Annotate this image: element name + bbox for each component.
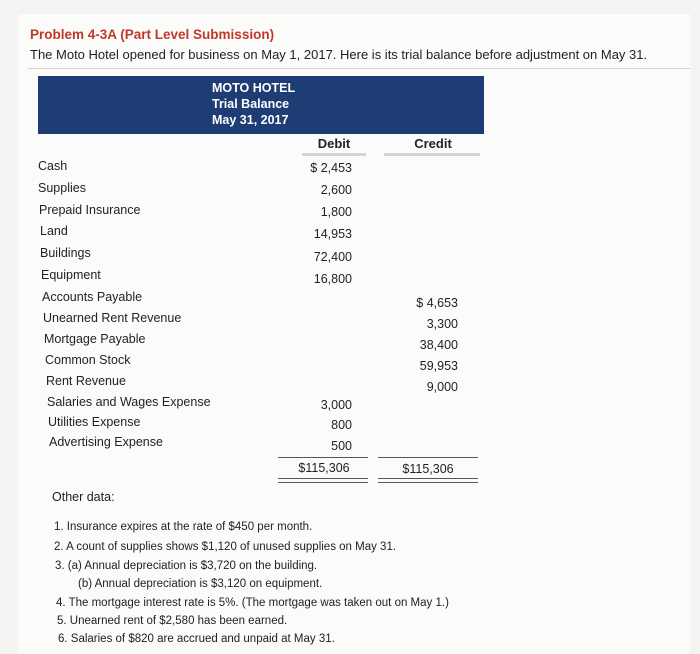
statement-name: Trial Balance: [212, 97, 290, 111]
debit-total-rule: [278, 457, 368, 458]
debit-amount: 16,800: [313, 272, 352, 286]
credit-amount: 59,953: [419, 359, 458, 373]
debit-amount: 2,600: [320, 183, 352, 197]
debit-amount: 800: [331, 418, 352, 432]
credit-column-header: Credit: [414, 136, 452, 151]
debit-header-rule: [302, 153, 366, 156]
debit-amount: 1,800: [320, 205, 352, 219]
credit-total-rule: [378, 457, 478, 458]
credit-total: $115,306: [402, 462, 454, 476]
debit-total-double-rule: [278, 478, 368, 483]
account-name: Prepaid Insurance: [39, 203, 141, 217]
credit-amount: 9,000: [426, 380, 458, 394]
other-data-item: 4. The mortgage interest rate is 5%. (The mortgage was taken out on May 1.): [56, 597, 449, 609]
account-name: Cash: [38, 159, 68, 173]
debit-amount: 500: [331, 439, 352, 453]
company-name: MOTO HOTEL: [212, 81, 296, 95]
statement-date: May 31, 2017: [212, 113, 289, 127]
credit-total-double-rule: [378, 478, 478, 483]
credit-header-rule: [384, 153, 480, 156]
trial-balance-heading: [212, 80, 295, 128]
debit-amount: 14,953: [313, 227, 352, 241]
account-name: Common Stock: [45, 353, 131, 367]
problem-title: Problem 4-3A (Part Level Submission): [30, 27, 275, 42]
debit-column-header: Debit: [317, 136, 351, 151]
other-data-title: Other data:: [52, 490, 115, 504]
account-name: Rent Revenue: [46, 374, 126, 388]
credit-amount: $ 4,653: [416, 296, 458, 310]
account-name: Unearned Rent Revenue: [43, 311, 182, 325]
other-data-item: 1. Insurance expires at the rate of $450 per month.: [54, 521, 313, 533]
credit-amount: 38,400: [419, 338, 458, 352]
divider: [28, 68, 690, 69]
other-data-item: 5. Unearned rent of $2,580 has been earned.: [57, 615, 288, 627]
account-name: Utilities Expense: [48, 415, 141, 429]
other-data-item: 2. A count of supplies shows $1,120 of unused supplies on May 31.: [54, 541, 397, 553]
other-data-item: 3. (a) Annual depreciation is $3,720 on the building.: [55, 560, 318, 572]
account-name: Supplies: [38, 181, 86, 195]
debit-amount: $ 2,453: [310, 161, 352, 175]
account-name: Accounts Payable: [42, 290, 143, 304]
account-name: Advertising Expense: [49, 435, 163, 449]
debit-total: $115,306: [298, 461, 350, 475]
other-data-item: 6. Salaries of $820 are accrued and unpaid at May 31.: [58, 633, 335, 645]
problem-intro: The Moto Hotel opened for business on May 1, 2017. Here is its trial balance before adjustment on May 31.: [30, 47, 648, 62]
credit-amount: 3,300: [426, 317, 458, 331]
debit-amount: 3,000: [320, 398, 352, 412]
other-data-item: (b) Annual depreciation is $3,120 on equipment.: [78, 578, 323, 590]
account-name: Mortgage Payable: [44, 332, 146, 346]
debit-amount: 72,400: [313, 250, 352, 264]
account-name: Equipment: [41, 268, 101, 282]
account-name: Salaries and Wages Expense: [47, 395, 211, 409]
account-name: Land: [40, 224, 68, 238]
account-name: Buildings: [40, 246, 91, 260]
